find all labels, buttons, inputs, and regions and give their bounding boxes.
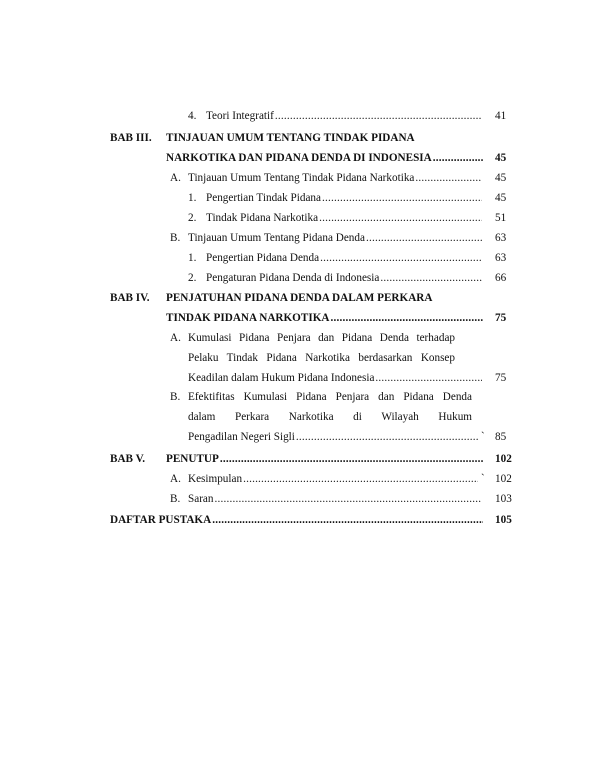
toc-entry [170, 491, 482, 507]
entry-number: B. [170, 493, 181, 505]
entry-title-line1: Kumulasi Pidana Penjara dan Pidana Denda terhadap [188, 332, 455, 344]
entry-title: PENUTUP [166, 453, 219, 465]
page-number: 45 [495, 172, 507, 184]
dot-leader [214, 491, 482, 507]
entry-title-line1: Efektifitas Kumulasi Pidana Penjara dan Pidana Denda [188, 391, 472, 403]
page-number: 85 [495, 431, 507, 443]
dot-leader [296, 429, 478, 445]
dot-leader [275, 108, 482, 124]
toc-entry-daftar-pustaka [110, 512, 483, 528]
page-number: 63 [495, 252, 507, 264]
entry-title: Tinjauan Umum Tentang Tindak Pidana Narkotika [188, 172, 415, 184]
stray-mark: ` [481, 431, 485, 443]
entry-title: Pengertian Pidana Denda [206, 252, 320, 264]
entry-number: 1. [188, 252, 197, 264]
dot-leader [366, 230, 482, 246]
entry-title: TINDAK PIDANA NARKOTIKA [166, 312, 330, 324]
dot-leader [433, 150, 483, 166]
toc-entry [188, 190, 482, 206]
chapter-label: BAB IV. [110, 292, 150, 304]
dot-leader [320, 250, 482, 266]
chapter-title-line2 [166, 310, 483, 326]
entry-number: A. [170, 172, 181, 184]
dot-leader [212, 512, 483, 528]
page-number: 105 [495, 514, 512, 526]
entry-title-line2: dalam Perkara Narkotika di Wilayah Hukum [188, 411, 472, 423]
chapter-title: PENJATUHAN PIDANA DENDA DALAM PERKARA [166, 292, 433, 304]
chapter-title: TINJAUAN UMUM TENTANG TINDAK PIDANA [166, 132, 415, 144]
entry-title: DAFTAR PUSTAKA [110, 514, 212, 526]
toc-entry [170, 230, 482, 246]
dot-leader [243, 471, 478, 487]
entry-number: 1. [188, 192, 197, 204]
entry-title: Saran [188, 493, 214, 505]
entry-title: NARKOTIKA DAN PIDANA DENDA DI INDONESIA [166, 152, 432, 164]
dot-leader [375, 370, 482, 386]
page-number: 45 [495, 192, 507, 204]
entry-title-line3: Keadilan dalam Hukum Pidana Indonesia [188, 372, 375, 384]
dot-leader [415, 170, 482, 186]
toc-entry [188, 370, 482, 386]
page-number: 63 [495, 232, 507, 244]
entry-number: 2. [188, 272, 197, 284]
page-number: 75 [495, 312, 507, 324]
entry-number: B. [170, 391, 181, 403]
dot-leader [220, 451, 483, 467]
entry-title-line2: Pelaku Tindak Pidana Narkotika berdasarkan Konsep [188, 352, 455, 364]
entry-title-line3: Pengadilan Negeri Sigli [188, 431, 295, 443]
entry-number: A. [170, 473, 181, 485]
toc-entry [170, 170, 482, 186]
chapter-title [166, 451, 483, 467]
entry-title: Pengertian Tindak Pidana [206, 192, 321, 204]
dot-leader [322, 190, 482, 206]
page-number: 66 [495, 272, 507, 284]
chapter-label: BAB V. [110, 453, 146, 465]
dot-leader [330, 310, 483, 326]
entry-title: Teori Integratif [206, 110, 274, 122]
toc-entry [170, 471, 478, 487]
toc-entry-teori-integratif [188, 108, 482, 124]
entry-title: Tinjauan Umum Tentang Pidana Denda [188, 232, 365, 244]
page-number: 51 [495, 212, 507, 224]
chapter-label: BAB III. [110, 132, 152, 144]
page-number: 75 [495, 372, 507, 384]
entry-title: Tindak Pidana Narkotika [206, 212, 319, 224]
page-number: 102 [495, 473, 512, 485]
entry-number: 4. [188, 110, 197, 122]
dot-leader [319, 210, 482, 226]
toc-entry [188, 429, 478, 445]
page-number: 41 [495, 110, 507, 122]
entry-number: 2. [188, 212, 197, 224]
entry-title: Pengaturan Pidana Denda di Indonesia [206, 272, 380, 284]
toc-entry [188, 250, 482, 266]
toc-entry [188, 210, 482, 226]
page-number: 103 [495, 493, 512, 505]
stray-mark: ` [481, 473, 485, 485]
entry-number: B. [170, 232, 181, 244]
toc-entry [188, 270, 482, 286]
page-number: 102 [495, 453, 512, 465]
page-number: 45 [495, 152, 507, 164]
entry-title: Kesimpulan [188, 473, 243, 485]
chapter-title-line2 [166, 150, 483, 166]
dot-leader [380, 270, 482, 286]
entry-number: A. [170, 332, 181, 344]
